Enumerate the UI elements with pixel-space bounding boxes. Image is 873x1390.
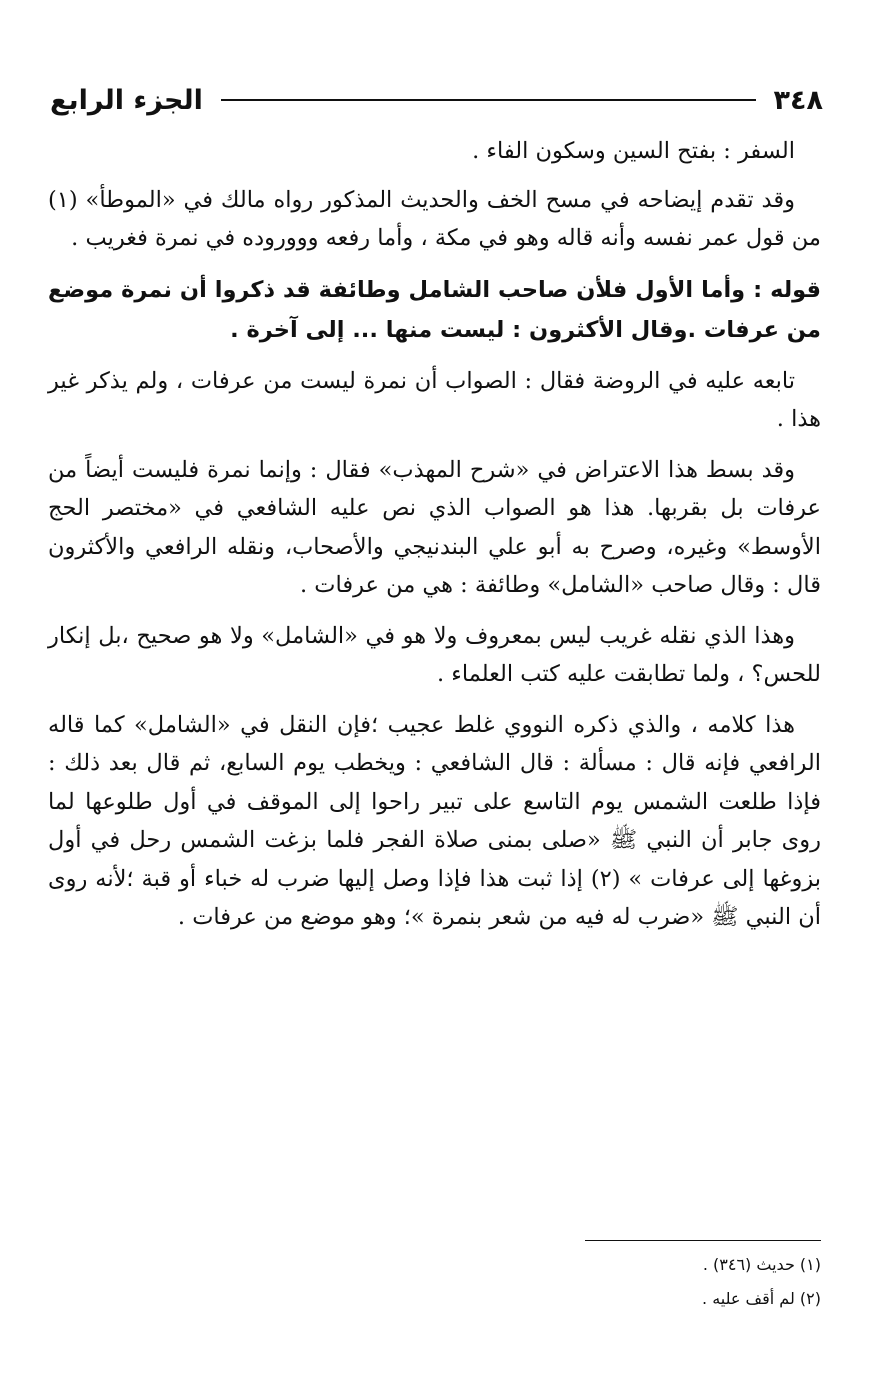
paragraph: وقد بسط هذا الاعتراض في «شرح المهذب» فقال : وإنما نمرة فليست أيضاً من عرفات بل بقربها. هذا هو الصواب الذي نص عليه الشافعي في «مختصر الحج الأوسط» وغيره، وصرح به أبو علي البندنيجي والأصحاب، ونقله الرافعي والأكثرون قال : وقال صاحب «الشامل» وطائفة : هي من عرفات .	[48, 456, 821, 598]
body-text	[48, 132, 821, 949]
paragraph: هذا كلامه ، والذي ذكره النووي غلط عجيب ؛فإن النقل في «الشامل» كما قاله الرافعي فإنه قال : مسألة : قال الشافعي : ويخطب يوم السابع، ثم قال بعد ذلك : فإذا طلعت الشمس يوم التاسع على تبير راحوا إلى الموقف في أول طلوعها لما روى جابر أن النبي ﷺ «صلى بمنى صلاة الفجر فلما بزغت الشمس رحل في أول بزوغها إلى عرفات » (٢) إذا ثبت هذا فإذا وصل إليها ضرب له خباء أو قبة ؛لأنه روى أن النبي ﷺ «ضرب له فيه من شعر بنمرة »؛ وهو موضع من عرفات .	[48, 711, 821, 930]
footnote: (٢) لم أقف عليه .	[702, 1289, 821, 1308]
paragraph: السفر : بفتح السين وسكون الفاء .	[472, 138, 795, 164]
footnote: (١) حديث (٣٤٦) .	[702, 1255, 821, 1274]
page-header	[50, 78, 823, 122]
footnotes	[48, 1248, 821, 1316]
footnote-separator	[585, 1240, 821, 1241]
paragraph: وقد تقدم إيضاحه في مسح الخف والحديث المذكور رواه مالك في «الموطأ» (١) من قول عمر نفسه وأنه قاله وهو في مكة ، وأما رفعه وووروده في نمرة فغريب .	[48, 186, 821, 251]
paragraph: وهذا الذي نقله غريب ليس بمعروف ولا هو في «الشامل» ولا هو صحيح ،بل إنكار للحس؟ ، ولما تطابقت عليه كتب العلماء .	[48, 622, 821, 687]
quoted-statement: قوله : وأما الأول فلأن صاحب الشامل وطائفة قد ذكروا أن نمرة موضع من عرفات .وقال الأكثرون : ليست منها ... إلى آخرة .	[48, 276, 821, 343]
header-rule	[221, 99, 756, 101]
running-head: الجزء الرابع	[50, 84, 203, 116]
paragraph: تابعه عليه في الروضة فقال : الصواب أن نمرة ليست من عرفات ، ولم يذكر غير هذا .	[48, 367, 821, 432]
page-number: ٣٤٨	[773, 84, 823, 116]
